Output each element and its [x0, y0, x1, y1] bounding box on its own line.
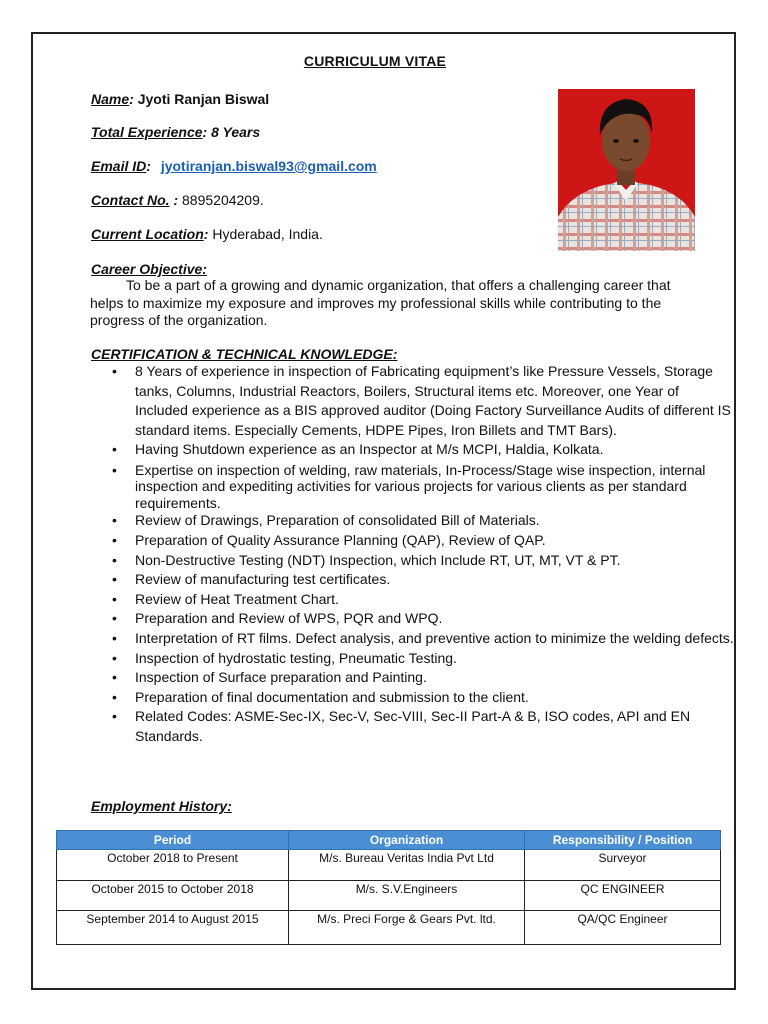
certification-heading: CERTIFICATION & TECHNICAL KNOWLEDGE: — [91, 346, 398, 362]
name-value: Jyoti Ranjan Biswal — [137, 91, 270, 107]
email-label: Email ID — [91, 158, 147, 174]
contact-field: Contact No. : 8895204209. — [91, 192, 264, 208]
contact-value: 8895204209. — [182, 192, 264, 208]
cell-organization: M/s. S.V.Engineers — [289, 881, 525, 911]
employment-table — [56, 830, 721, 945]
cell-position: QC ENGINEER — [525, 881, 721, 911]
list-item: • Non-Destructive Testing (NDT) Inspection, which Include RT, UT, MT, VT & PT. — [135, 551, 735, 571]
list-item: • Inspection of Surface preparation and Painting. — [135, 668, 735, 688]
location-value: Hyderabad, India. — [212, 226, 323, 242]
career-objective-heading: Career Objective: — [91, 261, 207, 277]
cell-period: October 2018 to Present — [57, 850, 289, 881]
list-item: • Review of Heat Treatment Chart. — [135, 590, 735, 610]
list-item: • Expertise on inspection of welding, raw materials, In-Process/Stage wise inspection, internal inspection and expediting activities for various projects for various clients as per standard requirements. — [135, 462, 735, 512]
name-label: Name — [91, 91, 130, 107]
table-row — [57, 881, 721, 911]
location-label: Current Location — [91, 226, 204, 242]
table-row — [57, 911, 721, 945]
contact-label: Contact No. — [91, 192, 170, 208]
list-item: • Interpretation of RT films. Defect analysis, and preventive action to minimize the welding defects. — [135, 629, 735, 649]
list-item: • Preparation and Review of WPS, PQR and WPQ. — [135, 609, 735, 629]
experience-value: 8 Years — [211, 124, 261, 140]
list-item: • Review of manufacturing test certificates. — [135, 570, 735, 590]
cell-period: October 2015 to October 2018 — [57, 881, 289, 911]
email-link[interactable]: jyotiranjan.biswal93@gmail.com — [160, 158, 377, 174]
list-item: • Preparation of final documentation and submission to the client. — [135, 688, 735, 708]
email-field: Email ID: jyotiranjan.biswal93@gmail.com — [91, 158, 377, 174]
list-item: • Preparation of Quality Assurance Planning (QAP), Review of QAP. — [135, 531, 735, 551]
cell-position: Surveyor — [525, 850, 721, 881]
person-photo-icon — [558, 89, 695, 251]
cell-position: QA/QC Engineer — [525, 911, 721, 945]
column-header-position: Responsibility / Position — [525, 831, 721, 850]
table-header-row — [57, 831, 721, 850]
cell-period: September 2014 to August 2015 — [57, 911, 289, 945]
experience-field: Total Experience: 8 Years — [91, 124, 261, 140]
table-row — [57, 850, 721, 881]
career-objective-text: To be a part of a growing and dynamic organization, that offers a challenging career that helps to maximize my exposure and improves my professional skills while contributing to the progress of the organization. — [90, 277, 671, 328]
certification-list — [90, 362, 735, 747]
cell-organization: M/s. Preci Forge & Gears Pvt. ltd. — [289, 911, 525, 945]
experience-label: Total Experience — [91, 124, 203, 140]
employment-heading: Employment History: — [91, 798, 232, 814]
list-item: • 8 Years of experience in inspection of Fabricating equipment’s like Pressure Vessels, Storage tanks, Columns, Industrial Reactors, Boilers, Structural items etc. Moreover, one Year of Included experience as a BIS approved auditor (Doing Factory Surveillance Audits of different IS standard items. Especially Cements, HDPE Pipes, Iron Billets and TMT Bars). — [135, 362, 735, 440]
list-item: • Inspection of hydrostatic testing, Pneumatic Testing. — [135, 649, 735, 669]
list-item: • Having Shutdown experience as an Inspector at M/s MCPI, Haldia, Kolkata. — [135, 440, 735, 460]
list-item: • Related Codes: ASME-Sec-IX, Sec-V, Sec-VIII, Sec-II Part-A & B, ISO codes, API and EN Standards. — [135, 707, 735, 746]
name-field: Name: Jyoti Ranjan Biswal — [91, 91, 270, 107]
column-header-period: Period — [57, 831, 289, 850]
list-item: • Review of Drawings, Preparation of consolidated Bill of Materials. — [135, 511, 735, 531]
document-title: CURRICULUM VITAE — [303, 53, 447, 69]
profile-photo — [558, 89, 695, 251]
location-field: Current Location: Hyderabad, India. — [91, 226, 323, 242]
cell-organization: M/s. Bureau Veritas India Pvt Ltd — [289, 850, 525, 881]
column-header-organization: Organization — [289, 831, 525, 850]
